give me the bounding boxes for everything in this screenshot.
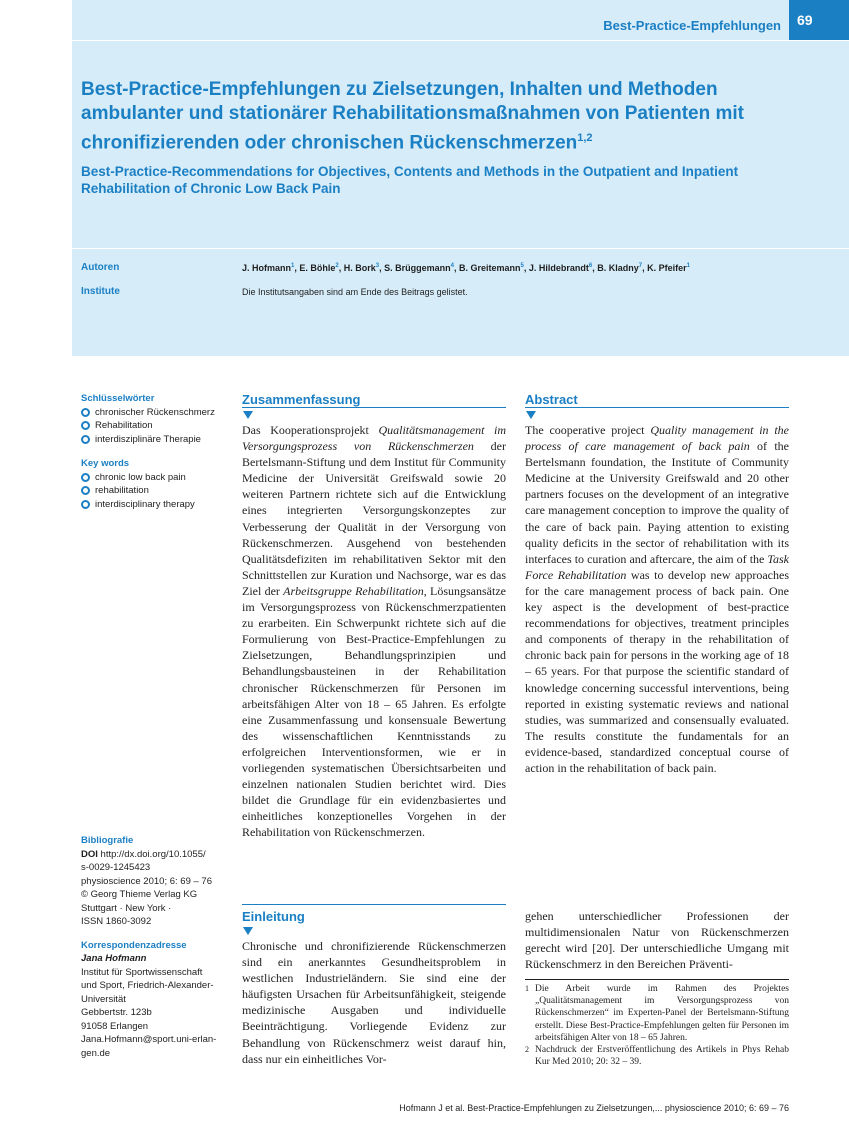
section-rule xyxy=(525,407,789,408)
institutes-label: Institute xyxy=(81,286,120,297)
doi-label: DOI xyxy=(81,848,98,860)
author-name: J. Hofmann xyxy=(242,263,292,273)
page-number xyxy=(789,0,849,40)
issn: ISSN 1860-3092 xyxy=(81,916,152,927)
zusammenfassung-text xyxy=(242,422,506,840)
keywords-sidebar xyxy=(81,392,231,511)
keyword-text: interdisziplinäre Therapie xyxy=(95,433,201,445)
keyword-text: chronic low back pain xyxy=(95,471,186,483)
keyword-text: interdisciplinary therapy xyxy=(95,498,195,510)
page-number-label: 69 xyxy=(797,12,813,28)
footnote-number: 2 xyxy=(525,1045,529,1055)
correspondence-name: Jana Hofmann xyxy=(81,953,147,964)
bibliography-box xyxy=(81,834,231,1060)
author-affiliation-marker: 4 xyxy=(450,263,454,269)
keyword-text: chronischer Rückenschmerz xyxy=(95,406,215,418)
doi-link[interactable]: http://dx.doi.org/10.1055/ xyxy=(100,848,206,860)
text-run: was to develop new approaches for the care management process of back pain. One key aspect is the development of best-practice recommendations for objectives, treatment principles and components of therapy in the rehabilitation of chronic back pain for persons in the working age of 18 – 65 years. For that purpose the scientific standard of knowledge concerning successful interventions, being reported in existing systematic reviews and national studies, was summarized and consensually evaluated. The results constitute the fundamentals for an evidence-based, standardized conceptual course of action in the rehabilitation of back pain. xyxy=(525,567,789,775)
abstract-section xyxy=(525,392,789,776)
zusammenfassung-heading: Zusammenfassung xyxy=(242,392,361,407)
author-affiliation-marker: 6 xyxy=(588,263,593,269)
bullet-circle-icon xyxy=(81,408,90,417)
address-line: Gebbertstr. 123b xyxy=(81,1007,152,1018)
address-line: 91058 Erlangen xyxy=(81,1020,149,1032)
keyword-item xyxy=(81,406,231,420)
author-name: S. Brüggemann xyxy=(384,263,451,273)
author-affiliation-marker: 3 xyxy=(375,263,380,269)
article-title xyxy=(81,78,781,155)
address-line: und Sport, Friedrich-Alexander- xyxy=(81,980,214,991)
bullet-circle-icon xyxy=(81,421,90,430)
keyword-text: rehabilitation xyxy=(95,485,149,496)
bullet-circle-icon xyxy=(81,486,90,495)
text-run: , Lösungsansätze im Versorgungsprozess von Rückenschmerzpatienten zu erarbeiten. Ein Schwerpunkt richtete sich auf die Formulierung von Best-Practice-Empfehlungen zu Zielsetzungen, Behandlungsprinzipien und Behandlungsbausteinen in der Rehabilitation chronischer Rückenschmerzen für Personen im arbeitsfähigen Alter von 18 – 65 Jahren. Es erfolgte eine Zusammenfassung und konsensuale Bewertung des wissenschaftlichen Kenntnisstands zu erfolgreichen Interventionsformen, wie er in vorliegenden systematischen Übersichtsarbeiten und einzelnen nationalen Studien berichtet wird. Dies bildet die Grundlage für ein evidenzbasiertes und einheitliches konzeptionelles Vorgehen in der Rehabilitation von Rückenschmerzen. xyxy=(242,583,506,840)
text-run: Das Kooperationsprojekt xyxy=(242,423,379,437)
bullet-circle-icon xyxy=(81,473,90,482)
keyword-text: Rehabilitation xyxy=(95,420,153,431)
project-title-em: Qualitätsmanagement im Versorgungsprozess von Rückenschmerzen xyxy=(242,423,506,454)
text-run: der Bertelsmann-Stiftung und dem Institut für Community Medicine der Universität Greifswald sowie 20 weiteren Partnern richtete sich auf die Entwicklung eines integrierten Versorgungskonzeptes zur Verbesserung der Qualität in der Versorgung von Rückenschmerzen. Ausgehend von bestehenden Qualitätsdefiziten im rehabilitativen Sektor mit den Schnittstellen zur Kuration und Nachsorge, war es das Ziel der xyxy=(242,439,506,598)
einleitung-continuation-text: gehen unterschiedlicher Professionen der multidimensionalen Natur von Rückenschmerzen gerecht wird [20]. Der unterschiedliche Umgang mit Rückenschmerz in den Bereichen Präventi- xyxy=(525,909,789,972)
header-divider xyxy=(72,40,849,41)
author-name: B. Greitemann xyxy=(459,263,521,273)
correspondence-heading: Korrespondenzadresse xyxy=(81,939,187,951)
footnote-text: Die Arbeit wurde im Rahmen des Projektes „Qualitätsmanagement im Versorgungsprozess von Rückenschmerzen“ im Experten-Panel der Bertelsmann-Stiftung erstellt. Diese Best-Practice-Empfehlungen gelten für Personen im arbeitsfähigen Alter von 18 – 65 Jahren. xyxy=(535,984,789,1043)
footnote-text: Nachdruck der Erstveröffentlichung des Artikels in Phys Rehab Kur Med 2010; 20: 32 – 39. xyxy=(535,1045,789,1068)
zusammenfassung-section xyxy=(242,392,506,840)
einleitung-section xyxy=(242,904,506,1067)
keyword-item xyxy=(81,471,231,485)
page-footer-citation: Hofmann J et al. Best-Practice-Empfehlungen zu Zielsetzungen,... physioscience 2010; 6: 69 – 76 xyxy=(399,1103,789,1113)
bullet-circle-icon xyxy=(81,500,90,509)
footnote-divider xyxy=(525,979,789,980)
author-name: H. Bork xyxy=(343,263,376,273)
author-affiliation-marker: 1 xyxy=(291,263,295,269)
footnotes xyxy=(525,983,789,1068)
text-run: of the Bertelsmann foundation, the Institute of Community Medicine at the University Greifswald and 20 other partners focuses on the development of an integrative care management conception to improve the quality of the care of back pain. Paying attention to existing quality deficits in the sector of rehabilitation with its interfaces to curation and aftercare, the aim of the xyxy=(525,439,789,566)
meta-divider xyxy=(72,248,849,249)
footnote xyxy=(525,983,789,1044)
triangle-marker-icon xyxy=(243,927,253,935)
author-affiliation-marker: 1 xyxy=(686,263,690,269)
abstract-heading: Abstract xyxy=(525,392,578,407)
keywords-en-list xyxy=(81,471,231,512)
doi-link-cont[interactable]: s-0029-1245423 xyxy=(81,862,151,873)
author-name: J. Hildebrandt xyxy=(528,263,589,273)
keywords-de-list xyxy=(81,406,231,447)
author-affiliation-marker: 7 xyxy=(638,263,643,269)
task-force-em: Arbeitsgruppe Rehabilitation xyxy=(283,583,424,598)
bibliography-heading: Bibliografie xyxy=(81,835,134,846)
article-subtitle: Best-Practice-Recommendations for Objectives, Contents and Methods in the Outpatient and Inpatient Rehabilitation of Chronic Low Back Pain xyxy=(81,164,739,196)
keywords-en-heading: Key words xyxy=(81,458,130,469)
abstract-text xyxy=(525,422,789,776)
einleitung-text: Chronische und chronifizierende Rückenschmerzen sind ein anerkanntes Gesundheitsproblem in westlichen Industrieländern. Sie sind eine der häufigsten Ursachen für Arbeitsunfähigkeit, steigende medizinische Ausgaben und individuelle Beeinträchtigung. Vorliegende Evidenz zur Behandlung von Rückenschmerz weist darauf hin, dass nur ein einheitliches Vor- xyxy=(242,939,506,1066)
author-affiliation-marker: 5 xyxy=(520,263,524,269)
keyword-item xyxy=(81,484,231,498)
footnote-number: 1 xyxy=(525,984,529,993)
text-run: The cooperative project xyxy=(525,423,651,437)
address-line: gen.de xyxy=(81,1047,111,1059)
author-affiliation-marker: 2 xyxy=(335,263,339,269)
triangle-marker-icon xyxy=(243,411,253,419)
author-name: B. Kladny xyxy=(597,263,639,273)
keyword-item xyxy=(81,433,231,447)
keyword-item xyxy=(81,498,231,512)
footnote xyxy=(525,1044,789,1068)
section-rule xyxy=(242,407,506,408)
task-force-em: Task Force Rehabilitation xyxy=(525,551,789,582)
author-name: E. Böhle xyxy=(299,263,336,273)
authors-label: Autoren xyxy=(81,262,120,273)
address-line[interactable]: Jana.Hofmann@sport.uni-erlan- xyxy=(81,1034,217,1045)
article-title-text: Best-Practice-Empfehlungen zu Zielsetzungen, Inhalten und Methoden ambulanter und stationärer Rehabilitationsmaßnahmen von Patienten mit chronifizierenden oder chronischen Rückenschmerzen xyxy=(81,79,744,154)
publisher-location: Stuttgart · New York · xyxy=(81,902,172,914)
keywords-de-heading: Schlüsselwörter xyxy=(81,393,155,404)
running-head: Best-Practice-Empfehlungen xyxy=(603,18,781,33)
correspondence-address xyxy=(81,966,231,1061)
journal-citation: physioscience 2010; 6: 69 – 76 xyxy=(81,875,212,887)
project-title-em: Quality management in the process of care management of back pain xyxy=(525,423,789,454)
author-name: K. Pfeifer xyxy=(647,263,687,273)
author-list: J. Hofmann$^1$, E. Böhle$^2$, H. Bork$^3$, S. Brüggemann$^4$, B. Greitemann$^5$, J. Hildebrandt$^6$, B. Kladny$^7$, K. Pfeifer$^1$ xyxy=(242,263,690,273)
institutes-note: Die Institutsangaben sind am Ende des Beitrags gelistet. xyxy=(242,287,468,297)
address-line: Universität xyxy=(81,993,126,1005)
einleitung-heading: Einleitung xyxy=(242,909,305,924)
einleitung-continuation xyxy=(525,908,789,972)
publisher: © Georg Thieme Verlag KG xyxy=(81,889,198,900)
title-footnote-marker: 1,2 xyxy=(577,132,593,144)
doi-line xyxy=(81,848,231,862)
triangle-marker-icon xyxy=(526,411,536,419)
address-line: Institut für Sportwissenschaft xyxy=(81,966,203,978)
bullet-circle-icon xyxy=(81,435,90,444)
keyword-item xyxy=(81,419,231,433)
